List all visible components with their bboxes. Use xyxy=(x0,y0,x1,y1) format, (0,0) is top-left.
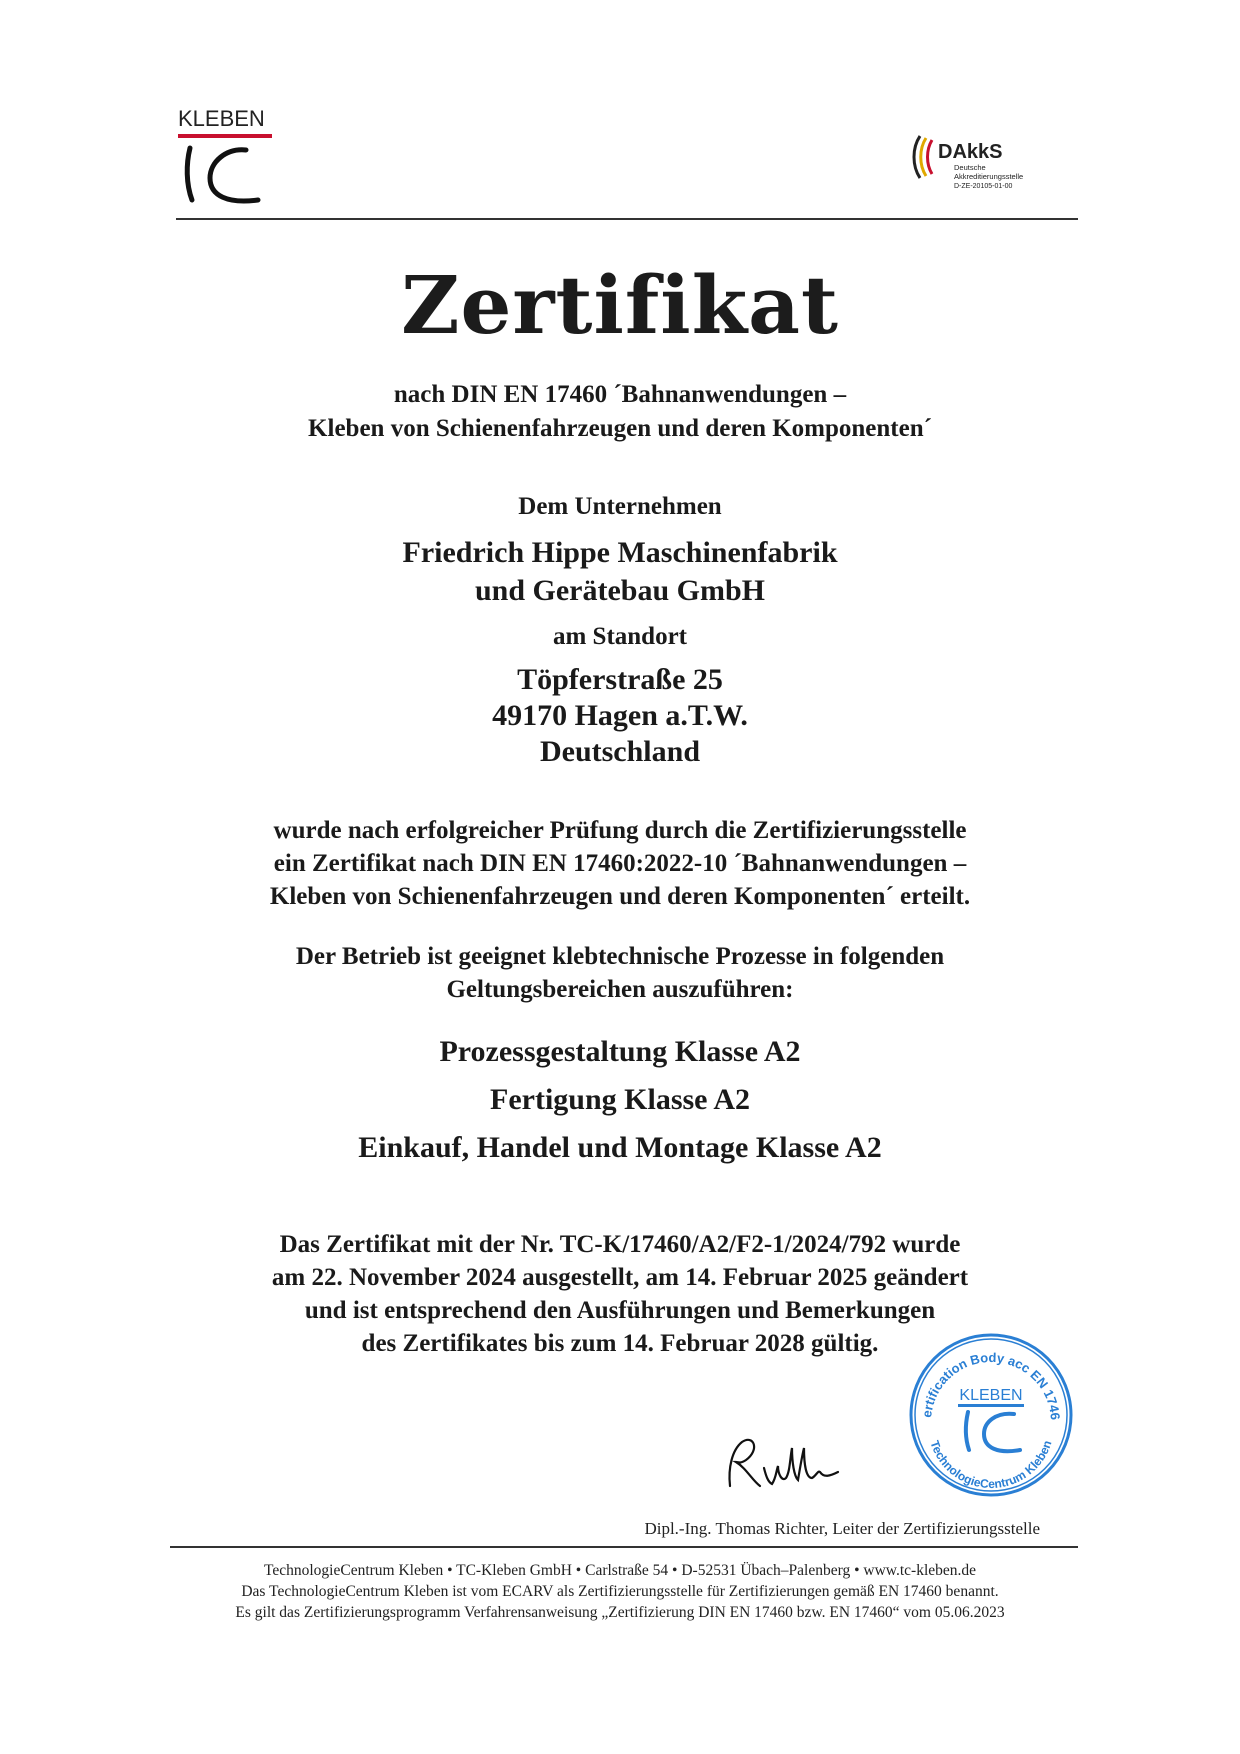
statement-line-3: Kleben von Schienenfahrzeugen und deren Komponenten´ erteilt. xyxy=(269,883,971,910)
scope-list xyxy=(0,1028,1240,1172)
scope-intro-line-2: Geltungsbereichen auszuführen: xyxy=(446,976,794,1003)
footer-line-3: Es gilt das Zertifizierungsprogramm Verfahrensanweisung „Zertifizierung DIN EN 17460 bzw. EN 17460“ vom 05.06.2023 xyxy=(235,1604,1005,1621)
scope-intro-line-1: Der Betrieb ist geeignet klebtechnische Prozesse in folgenden xyxy=(295,943,945,970)
address-street: Töpferstraße 25 xyxy=(517,663,723,696)
company-address xyxy=(0,662,1240,770)
kleben-tc-logo xyxy=(176,104,286,214)
header-divider xyxy=(176,218,1078,220)
logo-kleben-text: KLEBEN xyxy=(178,106,265,131)
dakks-name: DAkkS xyxy=(938,141,1003,163)
address-city: 49170 Hagen a.T.W. xyxy=(492,699,748,732)
seal-center-kleben: KLEBEN xyxy=(959,1387,1023,1404)
site-label: am Standort xyxy=(552,623,688,650)
address-country: Deutschland xyxy=(539,735,701,768)
footer-divider xyxy=(170,1546,1078,1548)
dakks-logo xyxy=(908,126,1068,196)
handwritten-signature xyxy=(720,1428,850,1498)
certification-seal-stamp xyxy=(906,1330,1076,1500)
kleben-tc-logo-graphic xyxy=(176,104,286,214)
dakks-line1: Deutsche xyxy=(954,163,986,172)
seal-graphic xyxy=(906,1330,1076,1500)
logo-red-bar xyxy=(178,134,272,138)
signer-name-title: Dipl.-Ing. Thomas Richter, Leiter der Zertifizierungsstelle xyxy=(644,1519,1040,1538)
standard-line-1: nach DIN EN 17460 ´Bahnanwendungen – xyxy=(393,381,847,408)
scope-item: Fertigung Klasse A2 xyxy=(490,1083,750,1116)
validity-line-4: des Zertifikates bis zum 14. Februar 2028 gültig. xyxy=(361,1330,879,1357)
footer-line-2: Das TechnologieCentrum Kleben ist vom ECARV als Zertifizierungsstelle für Zertifizierungen gemäß EN 17460 benannt. xyxy=(241,1583,999,1600)
scope-item: Prozessgestaltung Klasse A2 xyxy=(439,1035,801,1068)
footer xyxy=(0,1560,1240,1623)
scope-item: Einkauf, Handel und Montage Klasse A2 xyxy=(358,1131,882,1164)
footer-line-1: TechnologieCentrum Kleben • TC-Kleben GmbH • Carlstraße 54 • D-52531 Übach–Palenberg • www.tc-kleben.de xyxy=(263,1562,977,1579)
signature-graphic xyxy=(720,1428,850,1498)
statement-line-2: ein Zertifikat nach DIN EN 17460:2022-10 ´Bahnanwendungen – xyxy=(273,850,967,877)
certificate-title: Zertifikat xyxy=(401,258,839,352)
scope-intro xyxy=(0,940,1240,1006)
company-line-1: Friedrich Hippe Maschinenfabrik xyxy=(402,536,838,569)
company-line-2: und Gerätebau GmbH xyxy=(474,574,766,607)
dakks-logo-graphic xyxy=(908,126,1068,196)
validity-line-1: Das Zertifikat mit der Nr. TC-K/17460/A2/F2-1/2024/792 wurde xyxy=(279,1231,961,1258)
company-name xyxy=(0,534,1240,610)
validity-line-3: und ist entsprechend den Ausführungen und Bemerkungen xyxy=(304,1297,936,1324)
standard-reference xyxy=(0,378,1240,446)
certification-statement xyxy=(0,814,1240,913)
recipient-intro: Dem Unternehmen xyxy=(518,493,722,520)
seal-ring-top-text: ertification Body acc EN 1746 xyxy=(919,1349,1064,1421)
seal-ring-bottom-text: TechnologieCentrum Kleben xyxy=(927,1438,1055,1492)
standard-line-2: Kleben von Schienenfahrzeugen und deren Komponenten´ xyxy=(308,415,932,442)
dakks-line3: D-ZE-20105-01-00 xyxy=(954,183,1013,190)
dakks-line2: Akkreditierungsstelle xyxy=(954,172,1024,181)
statement-line-1: wurde nach erfolgreicher Prüfung durch die Zertifizierungsstelle xyxy=(273,817,967,844)
validity-line-2: am 22. November 2024 ausgestellt, am 14. Februar 2025 geändert xyxy=(271,1264,969,1291)
